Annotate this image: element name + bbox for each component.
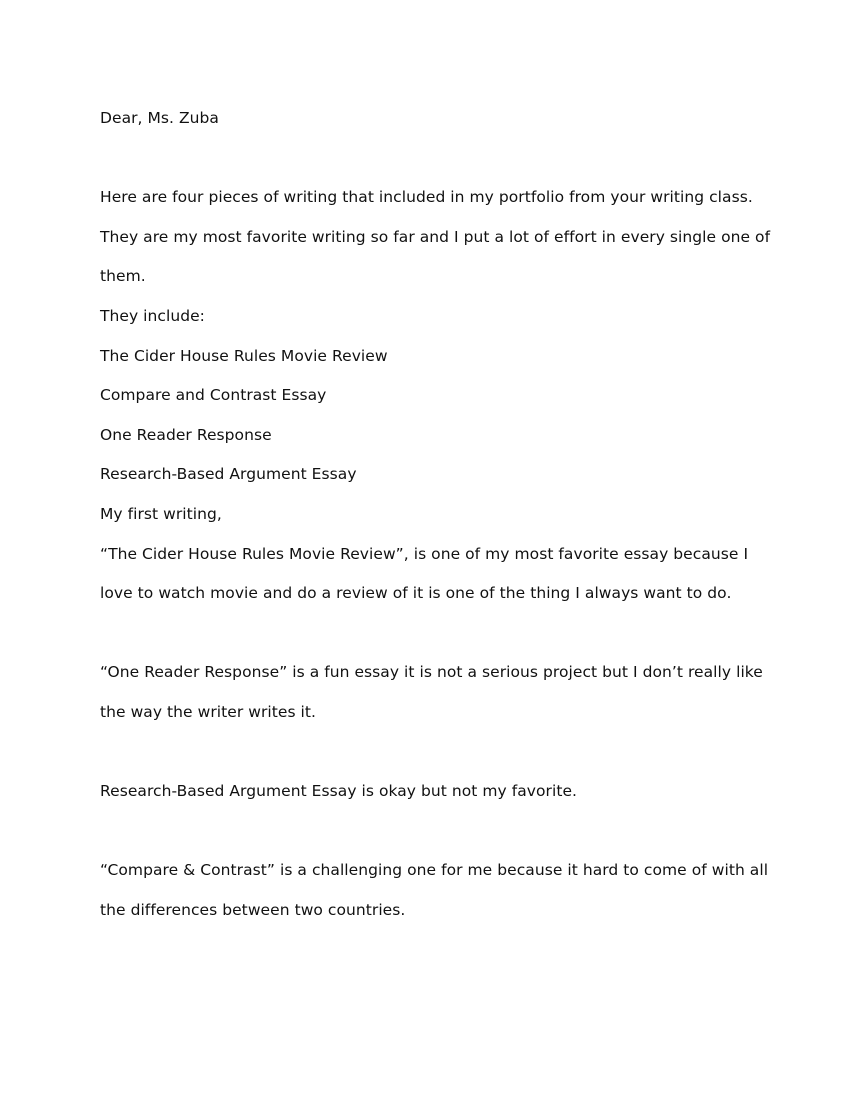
- intro-line: Here are four pieces of writing that included in my portfolio from your writing class.: [100, 188, 753, 207]
- research-paragraph: Research-Based Argument Essay is okay but not my favorite.: [100, 782, 578, 801]
- paragraph-line: the differences between two countries.: [100, 900, 406, 919]
- list-item: Compare and Contrast Essay: [100, 386, 327, 405]
- paragraph-line: love to watch movie and do a review of it is one of the thing I always want to do.: [100, 584, 732, 603]
- intro-line: They are my most favorite writing so far and I put a lot of effort in every single one of: [100, 227, 771, 246]
- writing-list: [100, 337, 760, 495]
- letter-body: [100, 99, 771, 930]
- paragraph-line: the way the writer writes it.: [100, 702, 317, 721]
- list-item: The Cider House Rules Movie Review: [100, 346, 388, 365]
- salutation: Dear, Ms. Zuba: [100, 109, 219, 127]
- reader-response-paragraph: [100, 653, 763, 732]
- paragraph-line: “Compare & Contrast” is a challenging one for me because it hard to come of with all: [100, 861, 769, 880]
- list-item: One Reader Response: [100, 425, 272, 444]
- blank-line: [100, 812, 760, 852]
- movie-review-paragraph: [100, 535, 760, 614]
- blank-line: [100, 733, 760, 773]
- intro-paragraph: [100, 178, 771, 297]
- compare-contrast-paragraph: [100, 851, 769, 930]
- paragraph-line: “One Reader Response” is a fun essay it is not a serious project but I don’t really like: [100, 663, 763, 682]
- blank-line: [100, 139, 760, 179]
- intro-line: them.: [100, 267, 146, 286]
- first-writing-label: My first writing,: [100, 504, 222, 523]
- list-heading: They include:: [100, 306, 205, 325]
- paragraph-line: “The Cider House Rules Movie Review”, is one of my most favorite essay because I: [100, 544, 749, 563]
- blank-line: [100, 614, 760, 654]
- list-item: Research-Based Argument Essay: [100, 465, 357, 484]
